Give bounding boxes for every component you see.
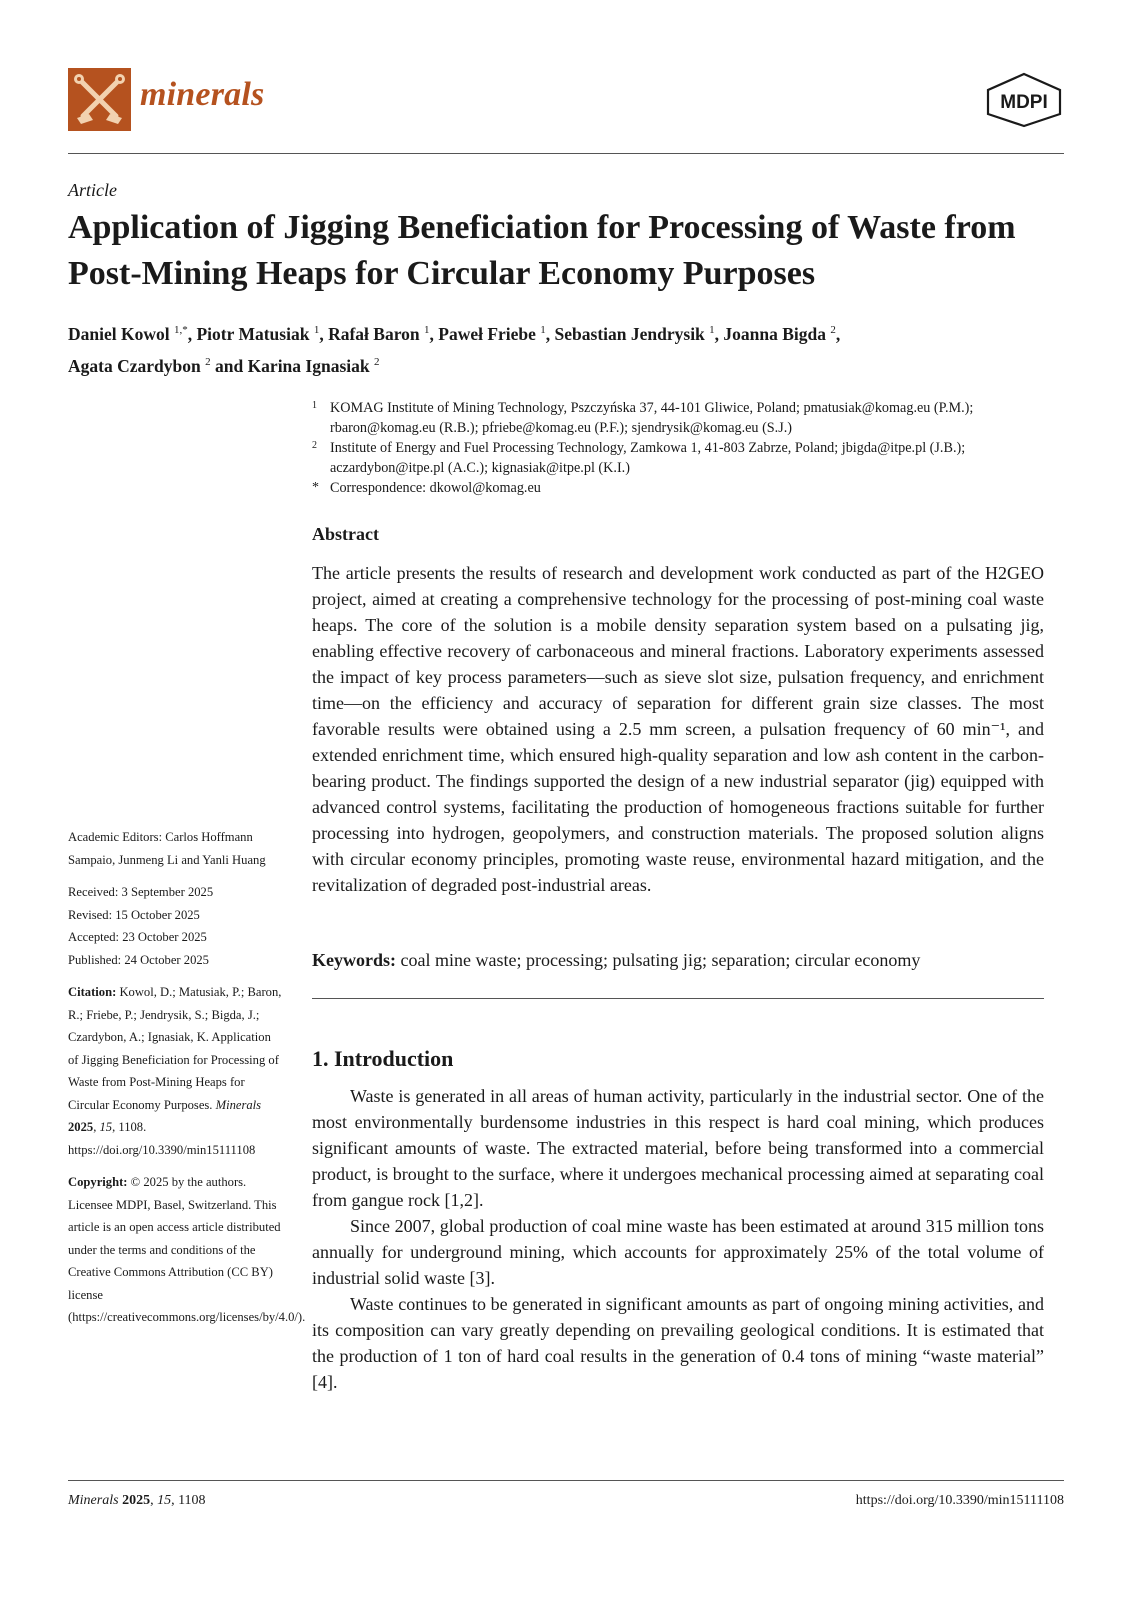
footer-rule: [68, 1480, 1064, 1481]
author-name: Rafał Baron: [328, 323, 424, 344]
paragraph: Waste continues to be generated in significant amounts as part of ongoing mining activities, and its composition can vary greatly depending on prevailing geological conditions. It is estimated that the production of 1 ton of hard coal results in the generation of 0.4 tons of mining “waste material” [4].: [312, 1294, 1044, 1392]
affiliation-text: Correspondence: dkowol@komag.eu: [330, 480, 541, 496]
revised-date: Revised: 15 October 2025: [68, 907, 200, 922]
introduction-body: [312, 1083, 1044, 1395]
citation-label: Citation:: [68, 985, 117, 999]
accepted-date: Accepted: 23 October 2025: [68, 930, 207, 944]
published-date: Published: 24 October 2025: [68, 952, 209, 967]
article-dates: [68, 881, 284, 971]
author-affiliation-marker: 1: [424, 324, 430, 336]
received-date: Received: 3 September 2025: [68, 885, 214, 899]
author-affiliation-marker: 2: [830, 324, 836, 336]
author-list: Daniel Kowol $^{1,*}$, Piotr Matusiak $^1$, Rafał Baron $^1$, Paweł Friebe $^1$, Sebastian Jendrysik $^1$, Joanna Bigda $^2$, Agata Czardybon $^2$ and Karina Ignasiak $^2$: [68, 323, 841, 376]
author-name: Karina Ignasiak: [247, 355, 374, 376]
affiliation-marker: 2: [312, 440, 317, 451]
citation-text: Kowol, D.; Matusiak, P.; Baron, R.; Friebe, P.; Jendrysik, S.; Bigda, J.; Czardybon, A.; Ignasiak, K. Application of Jigging Beneficiation for Processing of Waste from Post-Mining Heaps for Circular Economy Purposes.: [68, 985, 282, 1112]
author-affiliation-marker: 2: [374, 355, 380, 368]
paragraph: Since 2007, global production of coal mine waste has been estimated at around 315 million tons annually for underground mining, which accounts for approximately 25% of the total volume of industrial solid waste [3].: [312, 1216, 1044, 1288]
academic-editors: Academic Editors: Carlos Hoffmann Sampaio, Junmeng Li and Yanli Huang: [68, 830, 266, 867]
footer-year: 2025: [122, 1493, 151, 1508]
header-rule: [68, 153, 1064, 154]
affiliation-marker: *: [312, 480, 319, 495]
footer-volume: 15: [157, 1493, 172, 1508]
copyright: [68, 1171, 306, 1329]
author-affiliation-marker: 1: [540, 324, 546, 336]
copyright-label: Copyright:: [68, 1175, 128, 1189]
author-affiliation-marker: 1,*: [173, 324, 188, 336]
footer-doi-link[interactable]: https://doi.org/10.3390/min15111108: [855, 1493, 1064, 1508]
correspondence: [312, 478, 1072, 498]
footer-article-number: 1108: [178, 1493, 206, 1508]
affiliation-2: [312, 438, 1072, 478]
citation: Citation: Kowol, D.; Matusiak, P.; Baron, R.; Friebe, P.; Jendrysik, S.; Bigda, J.; Czardybon, A.; Ignasiak, K. Application of Jigging Beneficiation for Processing of Waste from Post-Mining Heaps for Circular Economy Purposes. Minerals 2025, 15, 1108. https://doi.org/10.3390/min15111108: [68, 985, 282, 1157]
author-affiliation-marker: 1: [313, 324, 320, 336]
paper-title: Application of Jigging Beneficiation for Processing of Waste from Post-Mining Heaps for Circular Economy Purposes: [68, 209, 1016, 292]
copyright-text: © 2025 by the authors. Licensee MDPI, Basel, Switzerland. This article is an open access article distributed under the terms and conditions of the Creative Commons Attribution (CC BY) license (https://creativecommons.org/licenses/by/4.0/).: [68, 1175, 306, 1324]
affiliation-marker: 1: [312, 400, 317, 411]
section-heading: 1. Introduction: [312, 1046, 454, 1071]
abstract-text: The article presents the results of research and development work conducted as part of the H2GEO project, aimed at creating a comprehensive technology for the processing of post-mining coal waste heaps. The core of the solution is a mobile density separation system based on a pulsating jig, enabling effective recovery of carbonaceous and mineral fractions. Laboratory experiments assessed the impact of key process parameters—such as sieve slot size, pulsation frequency, and enrichment time—on the efficiency and accuracy of separation for different grain size classes. The most favorable results were obtained using a 2.5 mm screen, a pulsation frequency of 60 min⁻¹, and extended enrichment time, which ensured high-quality separation and low ash content in the carbon-bearing product. The findings supported the design of a new industrial separator (jig) equipped with advanced control systems, facilitating the production of homogeneous fractions suitable for further processing into hydrogen, geopolymers, and construction materials. The proposed solution aligns with circular economy principles, promoting waste reuse, environmental hazard mitigation, and the revitalization of degraded post-industrial areas.: [312, 563, 1044, 895]
mdpi-logo-text: MDPI: [1000, 92, 1048, 113]
article-sidebar: [68, 826, 306, 1339]
abstract-heading: Abstract: [312, 524, 379, 544]
paragraph: Waste is generated in all areas of human activity, particularly in the industrial sector. One of the most environmentally burdensome industries in this respect is hard coal mining, which produces significant amounts of waste. The extracted material, before being transformed into a commercial product, is brought to the surface, where it undergoes mechanical processing aimed at separating coal from gangue rock [1,2].: [312, 1086, 1044, 1210]
citation-journal: Minerals: [215, 1097, 262, 1112]
journal-name: minerals: [140, 76, 265, 113]
footer-journal: Minerals: [68, 1493, 119, 1508]
affiliation-1: [312, 398, 1072, 438]
author-affiliation-marker: 1: [709, 324, 715, 336]
author-affiliation-marker: 2: [205, 355, 211, 368]
affiliation-text: KOMAG Institute of Mining Technology, Pszczyńska 37, 44-101 Gliwice, Poland; pmatusiak@komag.eu (P.M.); rbaron@komag.eu (R.B.); pfriebe@komag.eu (P.F.); sjendrysik@komag.eu (S.J.): [330, 400, 974, 436]
crossed-shovels-icon: [68, 68, 131, 131]
citation-doi[interactable]: , 1108. https://doi.org/10.3390/min15111108: [68, 1120, 256, 1157]
author-name: Piotr Matusiak: [196, 323, 314, 344]
author-name: Paweł Friebe: [438, 323, 541, 344]
author-name: Joanna Bigda: [723, 323, 831, 344]
author-name: Sebastian Jendrysik: [554, 323, 710, 344]
author-name: Daniel Kowol: [68, 323, 174, 344]
keywords-rule: [312, 998, 1044, 999]
keywords-text: coal mine waste; processing; pulsating jig; separation; circular economy: [400, 950, 921, 970]
article-type: Article: [68, 180, 117, 200]
keywords-label: Keywords:: [312, 950, 396, 970]
footer-citation: Minerals 2025, 15, 1108: [68, 1493, 206, 1508]
affiliation-text: Institute of Energy and Fuel Processing Technology, Zamkowa 1, 41-803 Zabrze, Poland; jbigda@itpe.pl (J.B.); aczardybon@itpe.pl (A.C.); kignasiak@itpe.pl (K.I.): [330, 440, 966, 476]
keywords: [312, 947, 1044, 973]
mdpi-logo: [984, 72, 1064, 128]
author-name: Agata Czardybon: [68, 355, 206, 376]
journal-logo: [68, 68, 131, 131]
affiliations: [312, 398, 1072, 498]
citation-year: 2025: [68, 1120, 94, 1134]
citation-volume: 15: [99, 1120, 113, 1134]
